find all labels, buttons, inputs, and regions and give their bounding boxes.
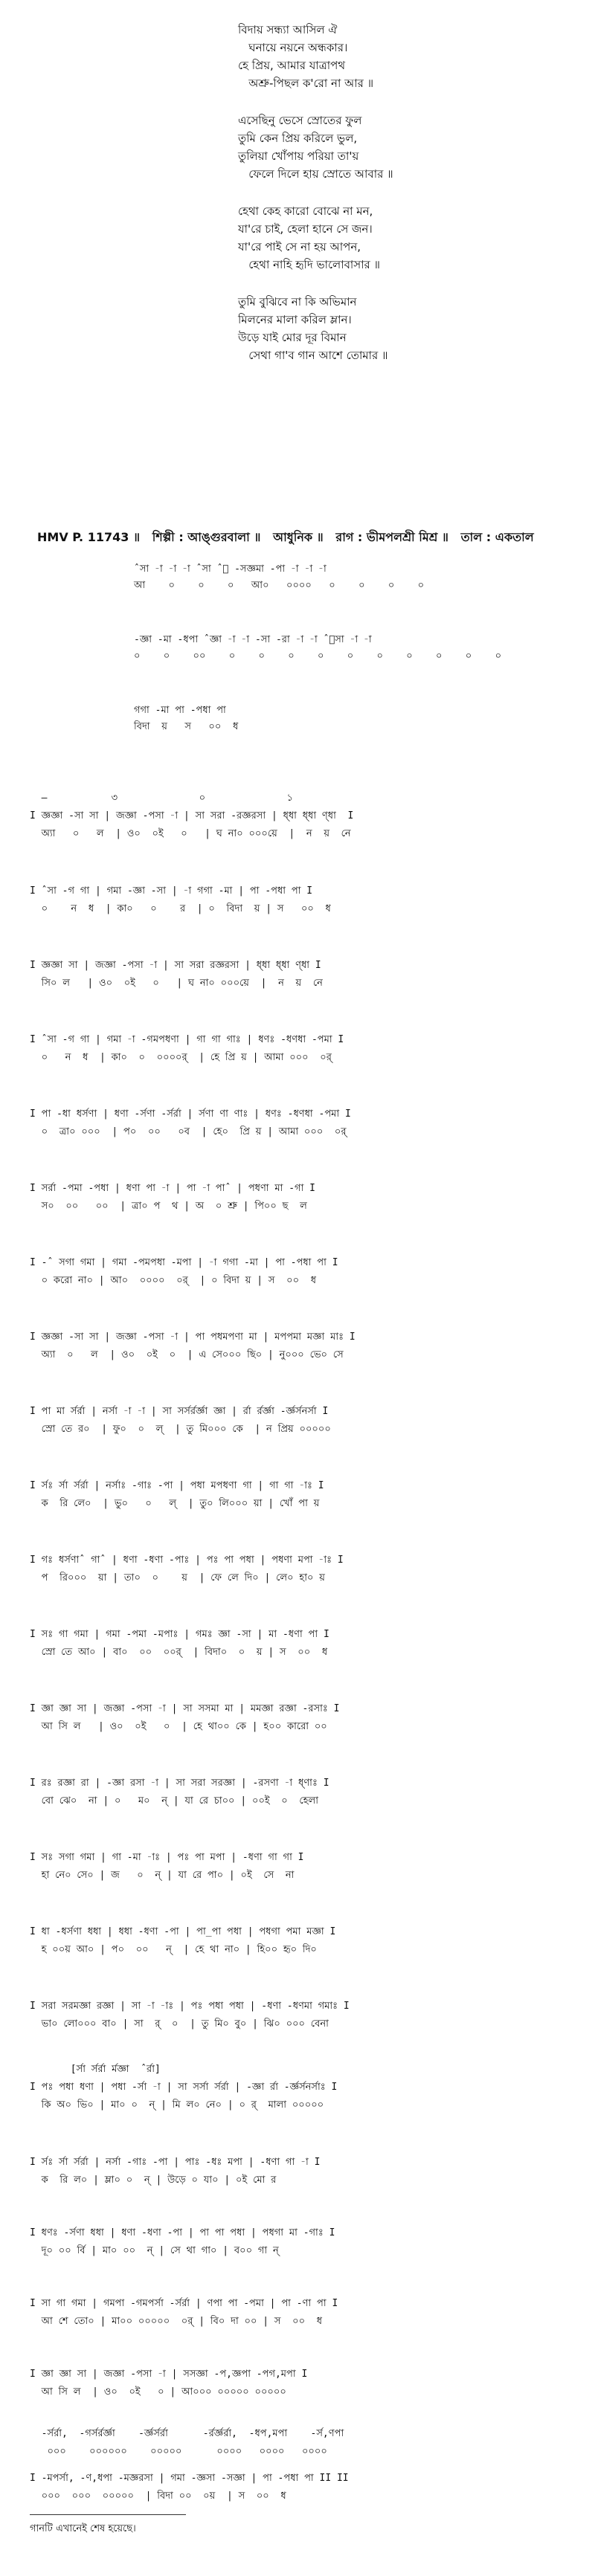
lyric-line: তুমি কেন প্রিয় করিলে ভুল, <box>238 132 358 145</box>
notation-line: I গঃ ধর্সণাˆ গাˆ | ধণা -ধণা -পাঃ | পঃ পা পধা | পধণা মপা -াঃ I <box>30 1555 344 1566</box>
footer-divider <box>30 2514 186 2515</box>
syllable-line: আ ০ ০ ০ আ০ ০০০০ ০ ০ ০ ০ <box>134 580 425 591</box>
notation-line: গগা -মা পা -পধা পা <box>134 705 226 716</box>
syllable-line: ক রি লে০ | ভু০ ০ ল্ | তু০ লি০০০ য়া | খোঁ পা য় <box>30 1498 320 1509</box>
notation-row-14 <box>30 1775 580 1810</box>
notation-row-20 <box>30 2224 580 2260</box>
notation-row-21 <box>30 2295 580 2331</box>
notation-line: I রঃ রজ্ঞা রা | -জ্ঞা রসা -া | সা সরা সরজ্ঞা | -রসণা -া ধ্ণাঃ I <box>30 1778 329 1789</box>
syllable-line: ০ ত্রা০ ০০০ | প০ ০০ ০ব | হে০ প্রি য় | আমা ০০০ ০র্ <box>30 1126 347 1137</box>
poem-stanza-2 <box>238 112 565 183</box>
notation-line: I -ˆ সগা গমা | গমা -পমপধা -মপা | -া গগা -মা | পা -পধা পা I <box>30 1257 338 1268</box>
notation-line: I সঃ গা গমা | গমা -পমা -মপাঃ | গমঃ জ্ঞা -সা | মা -ধণা পা I <box>30 1629 329 1640</box>
notation-line: I জ্ঞজ্ঞা সা | জজ্ঞা -পসা -া | সা সরা রজ্ঞরসা | ধ্ধা ধ্ধা ণ্ধা I <box>30 960 321 971</box>
notation-line: -জ্ঞা -মা -ধপা ˆজ্ঞা -া -া -সা -রা -া -া ˆঁসা -া -া <box>134 634 372 645</box>
syllable-line: ০ ন ধ | কা০ ০ র | ০ বিদা য় | স ০০ ধ <box>30 903 331 914</box>
lyric-line: ঘনায়ে নয়নে অন্ধকার। <box>238 41 348 54</box>
notation-line: I জ্ঞা জ্ঞা সা | জজ্ঞা -পসা -া | সসজ্ঞা -প,জ্ঞপা -পগ,মপা I <box>30 2369 308 2380</box>
syllable-line: দূ০ ০০ র্বি | মা০ ০০ ন্ | সে থা গা০ | ব০০ গা ন্ <box>30 2245 279 2256</box>
notation-row-19 <box>30 2154 580 2189</box>
notation-line: I -মপর্সা, -ণ,ধপা -মজ্ঞরসা | গমা -জ্ঞসা -সজ্ঞা | পা -পধা পা II II <box>30 2473 349 2484</box>
notation-line: ˆসা -া -া -া ˆসা ˆঁ -সজ্ঞমা -পা -া -া -া <box>134 564 327 575</box>
notation-row-10 <box>30 1477 580 1513</box>
notation-row-16 <box>30 1923 580 1959</box>
record-header: HMV P. 11743 ॥ শিল্পী : আঙ্গুরবালা ॥ আধুনিক ॥ রাগ : ভীমপলশ্রী মিশ্র ॥ তাল : একতাল <box>37 530 534 544</box>
notation-row-24 <box>30 2470 580 2505</box>
syllable-line: ভা০ লো০০০ বা০ | সা র্ ০ | তু মি০ বু০ | ঝি০ ০০০ বেনা <box>30 2018 329 2030</box>
notation-row-17 <box>30 1998 580 2033</box>
notation-line: I জ্ঞজ্ঞা -সা সা | জজ্ঞা -পসা -া | পা পধমপণা মা | মপপমা মজ্ঞা মাঃ I <box>30 1331 356 1343</box>
poem-stanza-3 <box>238 202 565 274</box>
notation-line: I সা গা গমা | গমপা -গমপর্সা -র্সর্রা | ণপা পা -পমা | পা -ণা পা I <box>30 2298 338 2309</box>
notation-line: I ˆসা -গ গা | গমা -জ্ঞা -সা | -া গগা -মা | পা -পধা পা I <box>30 885 313 897</box>
syllable-line: ০০০ ০০০০০০ ০০০০০ ০০০০ ০০০০ ০০০০ <box>30 2446 327 2457</box>
lyric-line: তুলিয়া খোঁপায় পরিয়া তা'য় <box>238 149 359 163</box>
syllable-line: স্রো তে আ০ | বা০ ০০ ০০র্ | বিদা০ ০ য় | স ০০ ধ <box>30 1647 328 1658</box>
lyric-line: যা'রে চাই, হেলা হানে সে জন। <box>238 222 373 236</box>
notation-line: I সরা সরমজ্ঞা রজ্ঞা | সা -া -াঃ | পঃ পধা পধা | -ধণা -ধণমা গমাঃ I <box>30 2001 350 2012</box>
lyric-line: হেথা কেহ কারো বোঝে না মন, <box>238 204 373 218</box>
lyric-line: অশ্রু-পিছল ক'রো না আর ॥ <box>238 77 374 90</box>
notation-line: I র্সঃ র্সা র্সর্রা | নর্সাঃ -গাঃ -পা | পধা মপধণা গা | গা গা -াঃ I <box>30 1480 324 1491</box>
poem-stanza-4 <box>238 293 565 364</box>
syllable-line: কি অ০ ভি০ | মা০ ০ ন্ | মি ল০ নে০ | ০ র্ মালা ০০০০০ <box>30 2099 324 2111</box>
poem-lyrics <box>238 21 565 384</box>
notation-line: I সর্রা -পমা -পধা | ধণা পা -া | পা -া পাˆ | পধণা মা -গা I <box>30 1183 315 1194</box>
syllable-line: ক রি ল০ | ম্লা০ ০ ন্ | উড়ে ০ যা০ | ০ই মো র <box>30 2175 277 2186</box>
syllable-line: আ সি ল | ও০ ০ই ০ | হে থা০০ কে | হ০০ কারো ০০ <box>30 1721 327 1732</box>
syllable-line: ০ ০ ০০ ০ ০ ০ ০ ০ ০ ০ ০ ০ ০ <box>134 651 502 662</box>
notation-row-4 <box>30 1031 580 1067</box>
syllable-line: হ ০০য় আ০ | প০ ০০ ন্ | হে থা না০ | হি০০ হৃ০ দি০ <box>30 1944 317 1955</box>
notation-row-6 <box>30 1180 580 1216</box>
notation-row-11 <box>30 1552 580 1587</box>
syllable-line: ০ করো না০ | আ০ ০০০০ ০র্ | ০ বিদা য় | স ০০ ধ <box>30 1275 316 1286</box>
syllable-line: আ শে তো০ | মা০০ ০০০০০ ০র্ | বি০ দা ০০ | স ০০ ধ <box>30 2316 323 2327</box>
poem-stanza-1 <box>238 21 565 92</box>
lyric-line: যা'রে পাই সে না হয় আপন, <box>238 240 361 254</box>
syllable-line: বো ঝে০ না | ০ ম০ ন্ | যা রে চা০০ | ০০ই ০ হেলা <box>30 1795 318 1807</box>
notation-line: I পা -ধা ধর্সণা | ধণা -র্সণা -র্সর্রা | র্সণা ণা ণাঃ | ধণঃ -ধণধা -পমা I <box>30 1108 351 1120</box>
notation-row-9 <box>30 1403 580 1439</box>
notation-row-5 <box>30 1105 580 1141</box>
notation-row-2 <box>30 882 580 918</box>
notation-row-18 <box>30 2061 580 2114</box>
syllable-line: স্রো তে র০ | ফু০ ০ ল্ | তু মি০০০ কে | ন প্রিয় ০০০০০ <box>30 1424 331 1435</box>
notation-line: I ধা -ধর্সণা ধধা | ধধা -ধণা -পা | পা_পা পধা | পধগা পমা মজ্ঞা I <box>30 1926 336 1937</box>
bracket-note: [র্সা র্সর্রা র্মজ্ঞা ˆর্রা] <box>30 2064 161 2075</box>
notation-line: I ˆসা -গ গা | গমা -া -গমপধণা | গা গা গাঃ | ধণঃ -ধণধা -পমা I <box>30 1034 344 1045</box>
lyric-line: উড়ে যাই মোর দূর বিমান <box>238 331 347 344</box>
syllable-line: ০ ন ধ | কা০ ০ ০০০০র্ | হে প্রি য় | আমা ০০০ ০র্ <box>30 1052 332 1063</box>
lyric-line: বিদায় সন্ধ্যা আসিল ঐ <box>238 23 338 36</box>
syllable-line: প রি০০০ য়া | তা০ ০ য় | ফে লে দি০ | লে০ হা০ য় <box>30 1572 325 1584</box>
syllable-line: ০০০ ০০০ ০০০০০ | বিদা ০০ ০য় | স ০০ ধ <box>30 2491 286 2502</box>
notation-row-8 <box>30 1329 580 1364</box>
notation-line: I সঃ সগা গমা | গা -মা -াঃ | পঃ পা মপা | -ধণা গা গা I <box>30 1852 304 1863</box>
notation-row-12 <box>30 1626 580 1662</box>
notation-line: -র্সর্রা, -গর্সর্রর্জ্ঞা -র্জ্ঞর্সর্রা -র্রর্জ্ঞর্রা, -ধপ,মপা -র্স,ণপা <box>30 2428 344 2439</box>
footer-note: গানটি এখানেই শেষ হয়েছে। <box>30 2523 136 2534</box>
syllable-line: সি০ ল | ও০ ০ই ০ | ঘ না০ ০০০য়ে | ন য় নে <box>30 978 323 989</box>
notation-row-22 <box>30 2366 580 2401</box>
notation-row-3 <box>30 957 580 992</box>
syllable-line: হা নে০ সে০ | জ ০ ন্ | যা রে পা০ | ০ই সে না <box>30 1870 295 1881</box>
lyric-line: মিলনের মালা করিল ম্লান। <box>238 313 352 326</box>
syllable-line: আ সি ল | ও০ ০ই ০ | আ০০০ ০০০০০ ০০০০০ <box>30 2386 286 2398</box>
tala-marks: — ৩ ০ ১ <box>30 793 294 804</box>
notation-line: I ধণঃ -র্সণা ধধা | ধণা -ধণা -পা | পা পা পধা | পধগা মা -গাঃ I <box>30 2227 335 2238</box>
lyric-line: সেথা গা'ব গান আশে তোমার ॥ <box>238 349 388 362</box>
notation-row-23 <box>30 2425 580 2461</box>
notation-line: I পা মা র্সর্রা | নর্সা -া -া | সা সর্সর্রর্জ্ঞা জ্ঞা | র্রা র্রর্জ্ঞা -র্জ্ঞর্সনর্সা I <box>30 1406 329 1417</box>
intro-block-2 <box>134 632 580 665</box>
notation-line: I জ্ঞা জ্ঞা সা | জজ্ঞা -পসা -া | সা সসমা মা | মমজ্ঞা রজ্ঞা -রসাঃ I <box>30 1703 340 1714</box>
notation-row-15 <box>30 1849 580 1885</box>
notation-line: I র্সঃ র্সা র্সর্রা | নর্সা -গাঃ -পা | পাঃ -ধঃ মপা | -ধণা গা -া I <box>30 2157 321 2168</box>
notation-line: I জ্ঞজ্ঞা -সা সা | জজ্ঞা -পসা -া | সা সরা -রজ্ঞরসা | ধ্ধা ধ্ধা ণ্ধা I <box>30 810 354 821</box>
intro-block-1 <box>134 561 580 594</box>
lyric-line: হে প্রিয়, আমার যাত্রাপথ <box>238 59 346 72</box>
notation-row-1 <box>30 790 580 843</box>
lyric-line: তুমি বুঝিবে না কি অভিমান <box>238 295 357 309</box>
syllable-line: বিদা য় স ০০ ধ <box>134 721 239 732</box>
notation-row-13 <box>30 1700 580 1736</box>
syllable-line: অ্যা ০ ল | ও০ ০ই ০ | এ সে০০০ ছি০ | নু০০০ ভে০ সে <box>30 1349 344 1360</box>
notation-line: I পঃ পধা ধণা | পধা -র্সা -া | সা সর্সা র্সর্রা | -জ্ঞা র্রা -র্জ্ঞর্সনর্সাঃ I <box>30 2082 338 2093</box>
intro-block-3 <box>134 703 580 735</box>
lyric-line: হেথা নাহি হৃদি ভালোবাসার ॥ <box>238 258 381 271</box>
lyric-line: এসেছিনু ভেসে স্রোতের ফুল <box>238 114 362 127</box>
notation-row-7 <box>30 1254 580 1290</box>
syllable-line: স০ ০০ ০০ | ত্রা০ প থ | অ ০ শ্রু | পি০০ ছ ল <box>30 1201 307 1212</box>
lyric-line: ফেলে দিলে হায় স্রোতে আবার ॥ <box>238 167 393 181</box>
syllable-line: অ্যা ০ ল | ও০ ০ই ০ | ঘ না০ ০০০য়ে | ন য় নে <box>30 828 351 839</box>
